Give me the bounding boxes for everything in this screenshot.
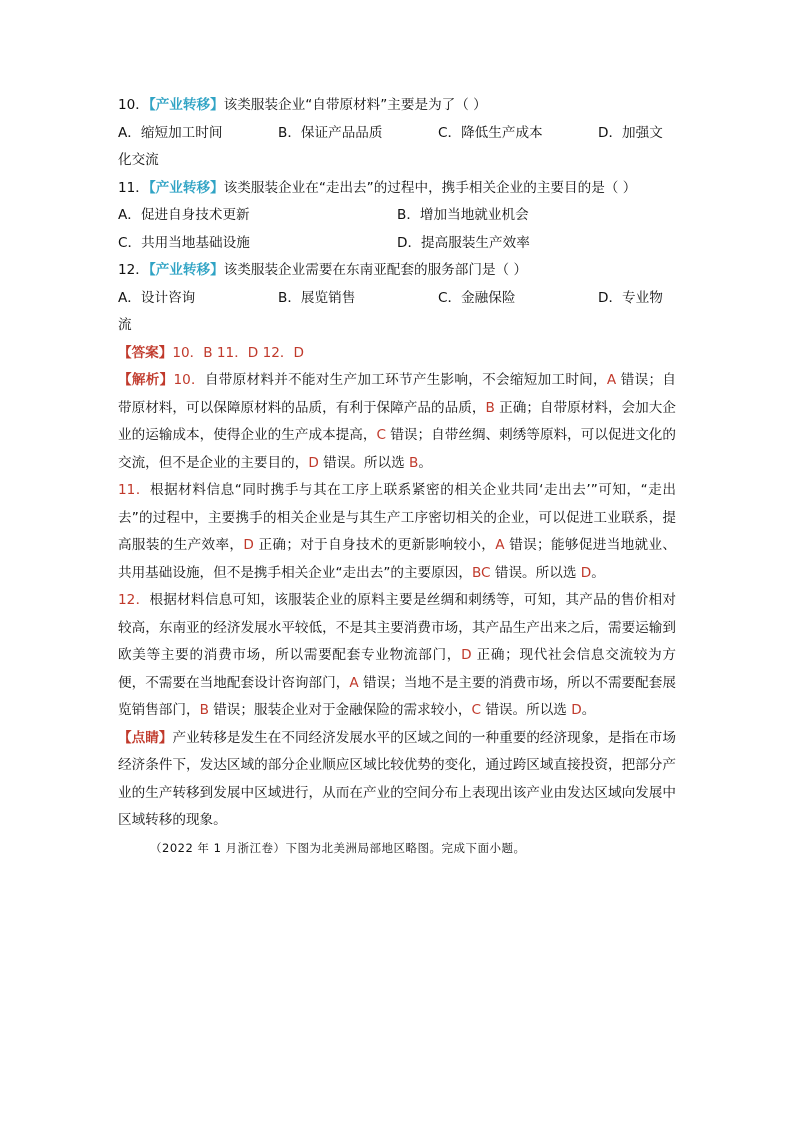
option-c: C．降低生产成本 (438, 124, 543, 141)
question-11 (118, 175, 676, 203)
option-b: B．增加当地就业机会 (397, 207, 529, 223)
analysis-10: 【解析】10．自带原材料并不能对生产加工环节产生影响，不会缩短加工时间，A 错误；自带原材料，可以保障原材料的品质，有利于保障产品的品质，B 正确；自带原材料，会加大企业的运输成本，使得企业的生产成本提高，C 错误；自带丝绸、刺绣等原料，可以促进文化的交流，但不是企业的主要目的，D 错误。所以选 B。 (118, 372, 676, 471)
question-stem: 该类服装企业在“走出去”的过程中，携手相关企业的主要目的是（ ） (223, 179, 637, 196)
answer-text: 10．B 11．D 12．D (172, 344, 304, 361)
analysis-11: 11．根据材料信息“同时携手与其在工序上联系紧密的相关企业共同‘走出去’”可知，“走出去”的过程中，主要携手的相关企业是与其生产工序密切相关的企业，可以促进工业联系，提高服装的生产效率，D 正确；对于自身技术的更新影响较小，A 错误；能够促进当地就业、共用基础设施，但不是携手相关企业“走出去”的主要原因，BC 错误。所以选 D。 (118, 482, 676, 581)
tip-label: 【点睛】 (118, 729, 173, 746)
option-b: B．展览销售 (278, 289, 356, 306)
answer-line (118, 340, 676, 368)
option-a: A．促进自身技术更新 (118, 207, 250, 223)
question-number: 12． (118, 262, 149, 278)
option-d-wrap: 流 (118, 317, 132, 333)
tip-paragraph (118, 725, 676, 835)
option-c: C．金融保险 (438, 289, 516, 306)
topic-tag: 【产业转移】 (148, 262, 224, 278)
option-d: D．提高服装生产效率 (397, 234, 530, 251)
option-a: A．缩短加工时间 (118, 124, 223, 141)
option-d: D．加强文 (598, 124, 663, 141)
question-11-options-row1 (118, 202, 676, 230)
question-11-options-row2 (118, 230, 676, 258)
option-d: D．专业物 (598, 289, 663, 306)
question-10 (118, 92, 676, 120)
document-page (118, 92, 676, 862)
question-10-options (118, 120, 676, 148)
option-b: B．保证产品品质 (278, 124, 383, 141)
source-label: （2022 年 1 月浙江卷） (150, 840, 286, 855)
topic-tag: 【产业转移】 (148, 179, 224, 196)
question-stem: 该类服装企业需要在东南亚配套的服务部门是（ ） (223, 262, 528, 278)
answer-label: 【答案】 (118, 344, 173, 361)
analysis-label: 【解析】 (118, 372, 174, 388)
next-section-intro (118, 835, 676, 862)
question-stem: 该类服装企业“自带原材料”主要是为了（ ） (223, 97, 487, 113)
analysis-12: 12．根据材料信息可知，该服装企业的原料主要是丝绸和刺绣等，可知，其产品的售价相对较高，东南亚的经济发展水平较低，不是其主要消费市场，其产品生产出来之后，需要运输到欧美等主要的消费市场，所以需要配套专业物流部门，D 正确；现代社会信息交流较为方便，不需要在当地配套设计咨询部门，A 错误；当地不是主要的消费市场，所以不需要配套展览销售部门，B 错误；服装企业对于金融保险的需求较小，C 错误。所以选 D。 (118, 592, 676, 718)
option-a: A．设计咨询 (118, 289, 196, 306)
option-c: C．共用当地基础设施 (118, 234, 250, 251)
tip-text: 产业转移是发生在不同经济发展水平的区域之间的一种重要的经济现象，是指在市场经济条件下，发达区域的部分企业顺应区域比较优势的变化，通过跨区域直接投资，把部分产业的生产转移到发展中区域进行，从而在产业的空间分布上表现出该产业由发达区域向发展中区域转移的现象。 (118, 729, 677, 828)
question-number: 11． (118, 179, 149, 196)
question-number: 10． (118, 97, 149, 113)
section-instruction: 下图为北美洲局部地区略图。完成下面小题。 (285, 840, 526, 855)
question-12 (118, 257, 676, 285)
topic-tag: 【产业转移】 (148, 97, 224, 113)
option-d-wrap: 化交流 (118, 152, 159, 168)
question-12-options (118, 285, 676, 313)
